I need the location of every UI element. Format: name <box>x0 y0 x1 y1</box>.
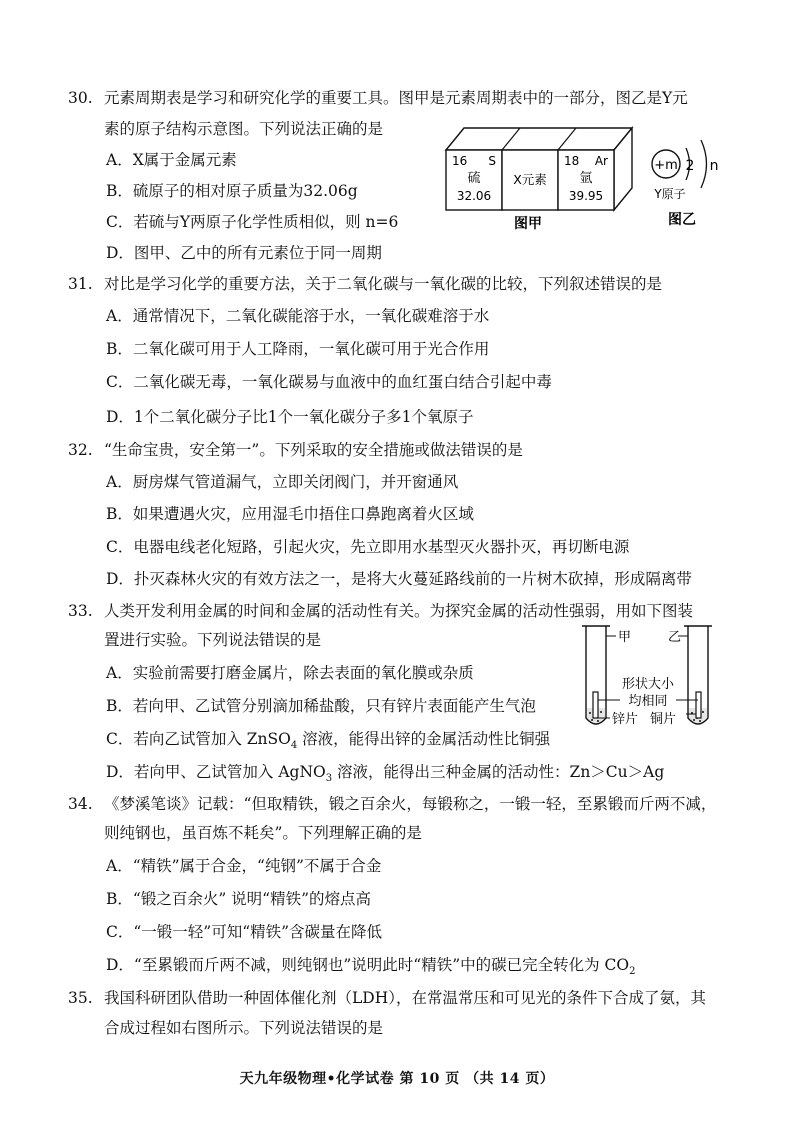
q31-stem: 对比是学习化学的重要方法，关于二氧化碳与一氧化碳的比较，下列叙述错误的是 <box>104 275 663 293</box>
q34-option-a: A．“精铁”属于合金，“纯钢”不属于合金 <box>106 857 382 875</box>
q33-number: 33. <box>68 602 93 620</box>
q31-option-b: B．二氧化碳可用于人工降雨，一氧化碳可用于光合作用 <box>106 340 490 358</box>
q35-stem-line1: 我国科研团队借助一种固体催化剂（LDH），在常温常压和可见光的条件下合成了氨，其 <box>104 989 706 1007</box>
atom-y-label: Y原子 <box>654 187 686 201</box>
q32-number: 32. <box>68 441 93 459</box>
q33-stem-line1: 人类开发利用金属的时间和金属的活动性有关。为探究金属的活动性强弱，用如下图装 <box>104 602 694 620</box>
q33-option-d: D．若向甲、乙试管加入 AgNO$_3$ 溶液，能得出三种金属的活动性：Zn＞Cu＞Ag <box>106 763 665 785</box>
q30-number: 30. <box>68 89 93 107</box>
atom-structure-figure <box>646 124 730 232</box>
q34-number: 34. <box>68 795 93 813</box>
q30-option-b: B．硫原子的相对原子质量为32.06g <box>106 182 358 200</box>
tube-yi-label: 乙 <box>668 630 682 645</box>
q32-option-c: C．电器电线老化短路，引起火灾，先立即用水基型灭火器扑灭，再切断电源 <box>106 538 630 556</box>
sulfur-mass: 32.06 <box>456 189 492 203</box>
q34-option-d: D．“至累锻而斤两不减，则纯钢也”说明此时“精铁”中的碳已完全转化为 $CO_2$ <box>106 956 636 978</box>
shell2-electrons: n <box>709 158 719 174</box>
q33-option-a: A．实验前需要打磨金属片，除去表面的氧化膜或杂质 <box>106 664 474 682</box>
figure-yi-caption: 图乙 <box>668 212 696 228</box>
argon-symbol: Ar <box>594 154 608 168</box>
sulfur-number: 16 <box>452 154 468 168</box>
q34-option-c: C．“一锻一轻”可知“精铁”含碳量在降低 <box>106 923 383 941</box>
test-tube-figure <box>576 622 726 734</box>
copper-strip <box>696 692 701 718</box>
electron-shell-2 <box>701 140 707 188</box>
q33-stem-line2: 置进行实验。下列说法错误的是 <box>104 631 322 649</box>
q31-number: 31. <box>68 275 93 293</box>
q35-number: 35. <box>68 989 93 1007</box>
x-element-label: X元素 <box>513 172 547 187</box>
shell1-electrons: 2 <box>685 158 695 174</box>
q30-option-a: A．X属于金属元素 <box>106 151 237 169</box>
copper-label: 铜片 <box>650 712 677 727</box>
note-same: 均相同 <box>628 694 668 709</box>
q32-option-b: B．如果遭遇火灾，应用湿毛巾捂住口鼻跑离着火区域 <box>106 505 474 523</box>
q32-option-a: A．厨房煤气管道漏气，立即关闭阀门，并开窗通风 <box>106 473 459 491</box>
q31-option-c: C．二氧化碳无毒，一氧化碳易与血液中的血红蛋白结合引起中毒 <box>106 373 552 391</box>
zinc-label: 锌片 <box>612 712 639 727</box>
figure-jia-caption: 图甲 <box>514 216 542 232</box>
q30-option-c: C．若硫与Y两原子化学性质相似，则 n=6 <box>106 213 399 231</box>
page-footer: 天九年级物理•化学试卷 第 10 页 （共 14 页） <box>239 1071 555 1087</box>
nucleus-charge: +m <box>654 158 678 173</box>
q32-stem: “生命宝贵，安全第一”。下列采取的安全措施或做法错误的是 <box>104 441 523 459</box>
q34-option-b: B．“锻之百余火” 说明“精铁”的熔点高 <box>106 890 372 908</box>
tube-jia-label: 甲 <box>618 630 632 645</box>
q31-option-d: D．1个二氧化碳分子比1个一氧化碳分子多1个氧原子 <box>106 408 474 426</box>
argon-name: 氩 <box>579 171 593 186</box>
q30-stem-line1: 元素周期表是学习和研究化学的重要工具。图甲是元素周期表中的一部分，图乙是Y元 <box>104 89 688 107</box>
q30-option-d: D．图甲、乙中的所有元素位于同一周期 <box>106 244 382 262</box>
argon-mass: 39.95 <box>568 189 604 203</box>
q30-stem-line2: 素的原子结构示意图。下列说法正确的是 <box>104 120 384 138</box>
argon-number: 18 <box>564 154 580 168</box>
periodic-table-figure <box>440 120 640 232</box>
q33-option-c: C．若向乙试管加入 ZnSO$_4$ 溶液，能得出锌的金属活动性比铜强 <box>106 730 551 752</box>
sulfur-name: 硫 <box>467 171 481 186</box>
note-shape-size: 形状大小 <box>621 677 675 692</box>
sulfur-symbol: S <box>488 154 496 168</box>
q34-stem-line2: 则纯钢也，虽百炼不耗矣”。下列理解正确的是 <box>104 824 422 842</box>
q35-stem-line2: 合成过程如右图所示。下列说法错误的是 <box>104 1019 384 1037</box>
q32-option-d: D．扑灭森林火灾的有效方法之一，是将大火蔓延路线前的一片树木砍掉，形成隔离带 <box>106 570 692 588</box>
q33-option-b: B．若向甲、乙试管分别滴加稀盐酸，只有锌片表面能产生气泡 <box>106 697 536 715</box>
q31-option-a: A．通常情况下，二氧化碳能溶于水，一氧化碳难溶于水 <box>106 307 490 325</box>
q34-stem-line1: 《梦溪笔谈》记载：“但取精铁，锻之百余火，每锻称之，一锻一轻，至累锻而斤两不减， <box>104 795 717 813</box>
zinc-strip <box>593 692 598 718</box>
